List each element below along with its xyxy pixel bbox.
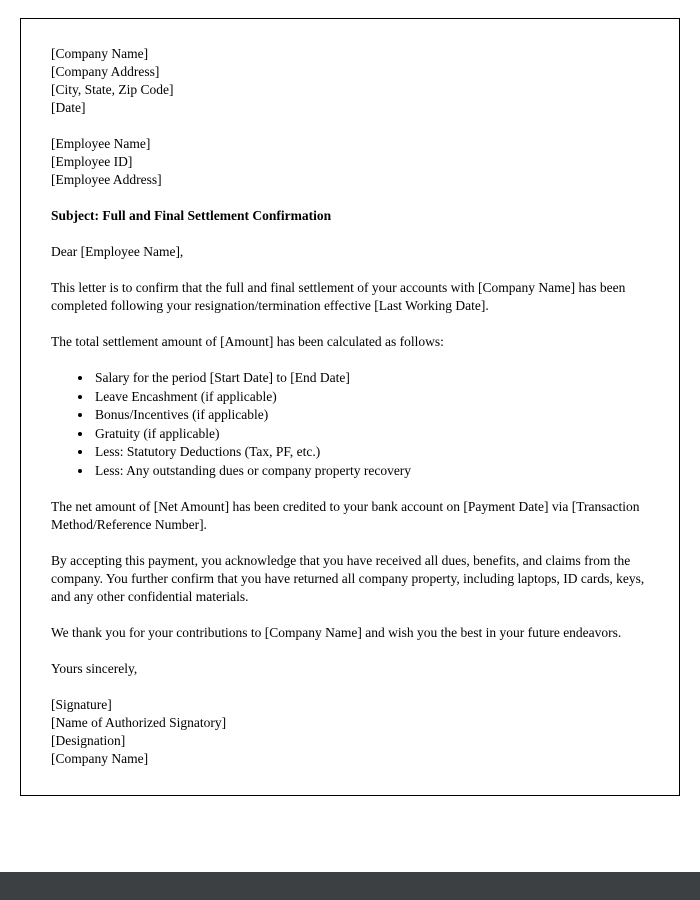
settlement-item-bonus: • Bonus/Incentives (if applicable) [93, 406, 649, 425]
sender-block [51, 45, 649, 117]
signature-placeholder: [Signature] [51, 697, 112, 712]
paragraph-total-settlement: The total settlement amount of [Amount] has been calculated as follows: [51, 334, 444, 349]
subject-line: Subject: Full and Final Settlement Confirmation [51, 208, 332, 223]
signature-block [51, 696, 649, 768]
settlement-item-gratuity: • Gratuity (if applicable) [93, 425, 649, 444]
settlement-item-leave-encashment: • Leave Encashment (if applicable) [93, 388, 649, 407]
recipient-employee-id: [Employee ID] [51, 154, 133, 169]
sender-city-state-zip: [City, State, Zip Code] [51, 82, 174, 97]
signatory-company-name: [Company Name] [51, 751, 149, 766]
letter-date: [Date] [51, 100, 86, 115]
signatory-designation: [Designation] [51, 733, 126, 748]
paragraph-acknowledgement: By accepting this payment, you acknowledge that you have received all dues, benefits, and claims from the company. You further confirm that you have returned all company property, including laptops, ID cards, keys, and any other confidential materials. [51, 553, 645, 604]
sender-company-address: [Company Address] [51, 64, 160, 79]
sender-company-name: [Company Name] [51, 46, 149, 61]
closing-line: Yours sincerely, [51, 661, 138, 676]
bottom-bar [0, 872, 700, 900]
settlement-item-outstanding-dues: • Less: Any outstanding dues or company property recovery [93, 462, 649, 481]
recipient-employee-name: [Employee Name] [51, 136, 151, 151]
authorized-signatory-name: [Name of Authorized Signatory] [51, 715, 227, 730]
settlement-items-list [51, 369, 649, 480]
recipient-block [51, 135, 649, 189]
salutation: Dear [Employee Name], [51, 244, 184, 259]
recipient-employee-address: [Employee Address] [51, 172, 162, 187]
settlement-item-deductions: • Less: Statutory Deductions (Tax, PF, etc.) [93, 443, 649, 462]
paragraph-net-amount: The net amount of [Net Amount] has been credited to your bank account on [Payment Date] via [Transaction Method/Reference Number]. [51, 499, 640, 532]
paragraph-thanks: We thank you for your contributions to [Company Name] and wish you the best in your future endeavors. [51, 625, 622, 640]
letter-document [20, 18, 680, 796]
settlement-item-salary: • Salary for the period [Start Date] to [End Date] [93, 369, 649, 388]
paragraph-confirmation: This letter is to confirm that the full and final settlement of your accounts with [Company Name] has been completed following your resignation/termination effective [Last Working Date]. [51, 280, 626, 313]
